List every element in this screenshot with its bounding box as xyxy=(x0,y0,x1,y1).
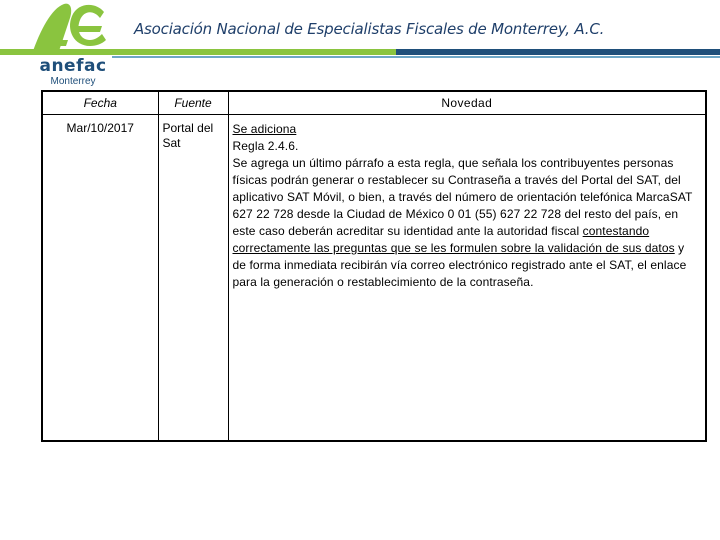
novedad-heading: Se adiciona xyxy=(232,122,297,136)
page-title: Asociación Nacional de Especialistas Fiscales de Monterrey, A.C. xyxy=(134,20,605,38)
table-row xyxy=(42,115,706,442)
novedad-body-b: y de forma inmediata recibirán vía correo electrónico registrado ante el SAT, el enlace para la generación o restablecimiento de la contraseña. xyxy=(232,241,687,289)
header-divider-thin xyxy=(112,56,720,58)
header-fuente: Fuente xyxy=(158,91,228,115)
header-fecha: Fecha xyxy=(42,91,158,115)
novedad-body xyxy=(233,155,702,291)
header-novedad: Novedad xyxy=(228,91,706,115)
novedad-body-a: Se agrega un último párrafo a esta regla, que señala los contribuyentes personas físicas podrán generar o restablecer su Contraseña a través del Portal del SAT, del aplicativo SAT Móvil, o bien, a través del número de orientación telefónica MarcaSAT 627 22 728 desde la Ciudad de México 0 01 (55) 627 22 728 del resto del país, en este caso deberán acreditar su identidad ante la autoridad fiscal xyxy=(232,156,693,238)
table-header-row xyxy=(42,91,706,115)
logo-city: Monterrey xyxy=(50,76,96,87)
logo-word: anefac xyxy=(39,56,107,76)
anefac-logo xyxy=(18,0,110,92)
news-table xyxy=(41,90,707,442)
header-divider xyxy=(0,49,720,55)
novedad-body-underlined: contestando correctamente las preguntas que se les formulen sobre la validación de sus datos xyxy=(232,224,675,255)
cell-novedad xyxy=(228,115,706,442)
novedad-rule: Regla 2.4.6. xyxy=(232,139,299,153)
cell-fecha: Mar/10/2017 xyxy=(42,115,158,442)
cell-fuente: Portal del Sat xyxy=(158,115,228,442)
